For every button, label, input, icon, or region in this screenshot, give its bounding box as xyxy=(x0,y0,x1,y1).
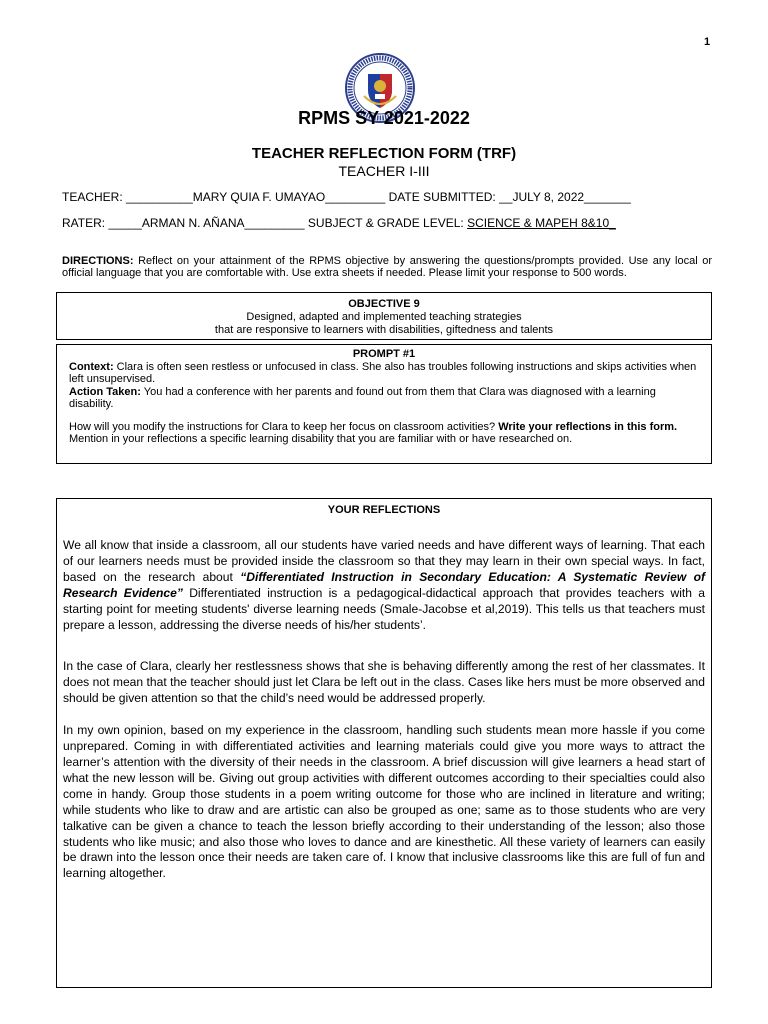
form-subtitle: TEACHER I-III xyxy=(338,163,430,179)
date-label: DATE SUBMITTED: xyxy=(385,190,500,204)
p1-c: Differentiated instruction is a pedagogical-didactical approach that provides teachers with a starting point for meeting students' diverse learning needs (Smale-Jacobse et al,2019). This tells us that teachers must prepare a lesson, addressing the diverse needs of his/her students’. xyxy=(63,585,705,632)
context-text: Clara is often seen restless or unfocused in class. She also has troubles following instructions and skips activities when left unsupervised. xyxy=(69,360,697,385)
p1-study-title: “Differentiated Instruction in Secondary Education: A Systematic Review of Research Evidence” xyxy=(63,569,705,600)
context-label: Context: xyxy=(69,360,114,373)
directions xyxy=(62,255,712,279)
objective-line-2: that are responsive to learners with disabilities, giftedness and talents xyxy=(214,324,554,336)
question-text: How will you modify the instructions for Clara to keep her focus on classroom activities? xyxy=(69,420,499,433)
teacher-value: __________MARY QUIA F. UMAYAO_________ xyxy=(126,190,386,204)
directions-text: Reflect on your attainment of the RPMS objective by answering the questions/prompts provided. Use any local or official language that you are comfortable with. Use extra sheets if needed. Please limit your response to 500 words. xyxy=(62,255,712,279)
rater-label: RATER: xyxy=(62,216,109,230)
prompt-action xyxy=(69,386,699,411)
teacher-label: TEACHER: xyxy=(62,190,127,204)
p1-a: We all know that inside a classroom, all our students have varied needs and have different ways of learning. That each of our learners needs must be provided inside the classroom so that they may learn in their own special ways. In fact, based on the research about xyxy=(63,538,705,584)
page-title: RPMS SY 2021-2022 xyxy=(298,108,470,128)
subject-label: SUBJECT & GRADE LEVEL: xyxy=(304,216,468,230)
question-bold: Write your reflections in this form. xyxy=(498,420,678,433)
reflection-paragraph-2: In the case of Clara, clearly her restlessness shows that she is behaving differently among the rest of her classmates. It does not mean that the teacher should just let Clara be left out in the class. Cases like hers must be more observed and should be given attention so that the child’s need would be addressed properly. xyxy=(63,659,705,706)
objective-line-1: Designed, adapted and implemented teaching strategies xyxy=(246,311,522,323)
reflections-heading: YOUR REFLECTIONS xyxy=(327,504,441,516)
page-number: 1 xyxy=(704,36,711,48)
reflections-box xyxy=(56,498,712,988)
question-tail: Mention in your reflections a specific learning disability that you are familiar with or have researched on. xyxy=(69,433,573,445)
prompt-heading: PROMPT #1 xyxy=(352,348,416,360)
date-value: __JULY 8, 2022_______ xyxy=(499,190,631,204)
prompt-question xyxy=(69,421,699,446)
objective-heading: OBJECTIVE 9 xyxy=(348,298,420,310)
subject-value: SCIENCE & MAPEH 8&10_ xyxy=(467,216,616,230)
prompt-box xyxy=(56,344,712,464)
action-label: Action Taken: xyxy=(69,385,141,398)
prompt-context xyxy=(69,361,699,386)
directions-label: DIRECTIONS: xyxy=(62,255,134,267)
teacher-date-row xyxy=(62,190,631,204)
form-title: TEACHER REFLECTION FORM (TRF) xyxy=(251,145,517,162)
objective-box xyxy=(56,292,712,340)
reflection-paragraph-3: In my own opinion, based on my experience in the classroom, handling such students mean more hassle if you come unprepared. Coming in with differentiated activities and learning materials could give you more ways to attract the learner’s attention with the diversity of their needs in the classroom. A brief discussion will give learners a head start of what the new lesson will be. Giving out group activities with different outcomes according to their specialties could also come in handy. Group those students in a poem writing outcome for those who are inclined in literature and writing; while students who like to draw and are artistic can also be grouped as one; same as to those students who are very talkative can be given a chance to teach the lesson briefly according to their understanding of the lesson; also those students who like music; and also those who loves to dance and are kinesthetic. All these variety of learners can easily be drawn into the lesson once their needs are taken care of. I know that inclusive classrooms like this are full of fun and learning altogether. xyxy=(63,723,705,881)
rater-subject-row xyxy=(62,216,616,230)
action-text: You had a conference with her parents and found out from them that Clara was diagnosed with a learning disability. xyxy=(69,385,656,410)
reflection-paragraph-1 xyxy=(63,538,705,633)
rater-value: _____ARMAN N. AÑANA_________ xyxy=(108,216,305,230)
